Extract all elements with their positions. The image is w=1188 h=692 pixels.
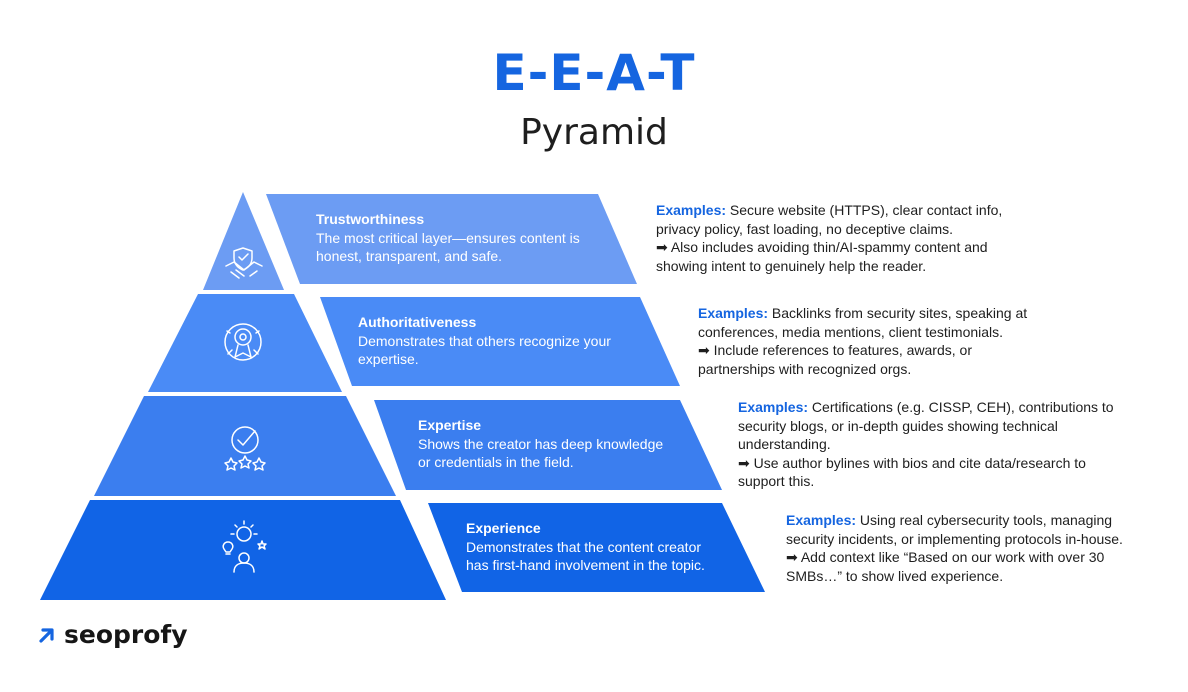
pyramid-tier-experience xyxy=(40,500,446,600)
logo-text: seoprofy xyxy=(64,620,188,649)
examples-text: support this. xyxy=(738,473,815,489)
page-title: E-E-A-T xyxy=(492,44,696,102)
band-text-expertise xyxy=(418,416,663,472)
band-text-authoritativeness xyxy=(358,313,611,369)
pyramid-tier-expertise xyxy=(94,396,396,496)
level-heading: Authoritativeness xyxy=(358,314,477,330)
examples-label: Examples: xyxy=(786,512,857,528)
examples-text: ➡ Include references to features, awards, or xyxy=(698,342,972,358)
examples-authoritativeness xyxy=(698,304,1027,378)
examples-text: conferences, media mentions, client testimonials. xyxy=(698,323,1004,340)
level-description: Demonstrates that the content creator xyxy=(466,538,702,555)
examples-trustworthiness xyxy=(656,201,1002,275)
examples-text: Using real cybersecurity tools, managing xyxy=(856,512,1113,528)
level-description: Shows the creator has deep knowledge xyxy=(418,435,664,452)
level-description: The most critical layer—ensures content is xyxy=(316,229,580,246)
level-heading: Experience xyxy=(466,520,541,536)
examples-text: privacy policy, fast loading, no deceptive claims. xyxy=(656,220,953,237)
seoprofy-logo xyxy=(38,620,188,649)
level-description: Demonstrates that others recognize your xyxy=(358,332,611,349)
examples-text: SMBs…” to show lived experience. xyxy=(786,567,1004,584)
page-subtitle: Pyramid xyxy=(520,112,668,153)
level-description: expertise. xyxy=(358,351,419,367)
level-description: honest, transparent, and safe. xyxy=(316,248,503,264)
examples-text: understanding. xyxy=(738,436,831,452)
examples-label: Examples: xyxy=(698,305,769,321)
examples-expertise xyxy=(738,398,1114,491)
examples-text: showing intent to genuinely help the reader. xyxy=(656,257,927,274)
examples-text: ➡ Add context like “Based on our work with over 30 xyxy=(786,549,1105,565)
level-description: or credentials in the field. xyxy=(418,454,574,470)
examples-text: partnerships with recognized orgs. xyxy=(698,360,912,377)
examples-label: Examples: xyxy=(738,399,809,415)
examples-text: Certifications (e.g. CISSP, CEH), contributions to xyxy=(808,399,1114,415)
examples-experience xyxy=(786,511,1123,585)
examples-label: Examples: xyxy=(656,202,727,218)
examples-text: ➡ Use author bylines with bios and cite data/research to xyxy=(738,454,1086,471)
examples-text: Secure website (HTTPS), clear contact info, xyxy=(726,202,1003,218)
arrow-up-right-icon xyxy=(38,626,56,644)
examples-text: security incidents, or implementing protocols in-house. xyxy=(786,530,1123,547)
level-heading: Trustworthiness xyxy=(316,211,425,227)
level-description: has first-hand involvement in the topic. xyxy=(466,557,705,573)
examples-text: Backlinks from security sites, speaking at xyxy=(768,305,1028,321)
band-text-trustworthiness xyxy=(316,210,580,266)
pyramid-tier-authoritativeness xyxy=(148,294,342,392)
band-text-experience xyxy=(466,519,705,575)
examples-text: security blogs, or in-depth guides showing technical xyxy=(738,417,1058,434)
level-heading: Expertise xyxy=(418,417,482,433)
examples-text: ➡ Also includes avoiding thin/AI-spammy content and xyxy=(656,239,988,255)
